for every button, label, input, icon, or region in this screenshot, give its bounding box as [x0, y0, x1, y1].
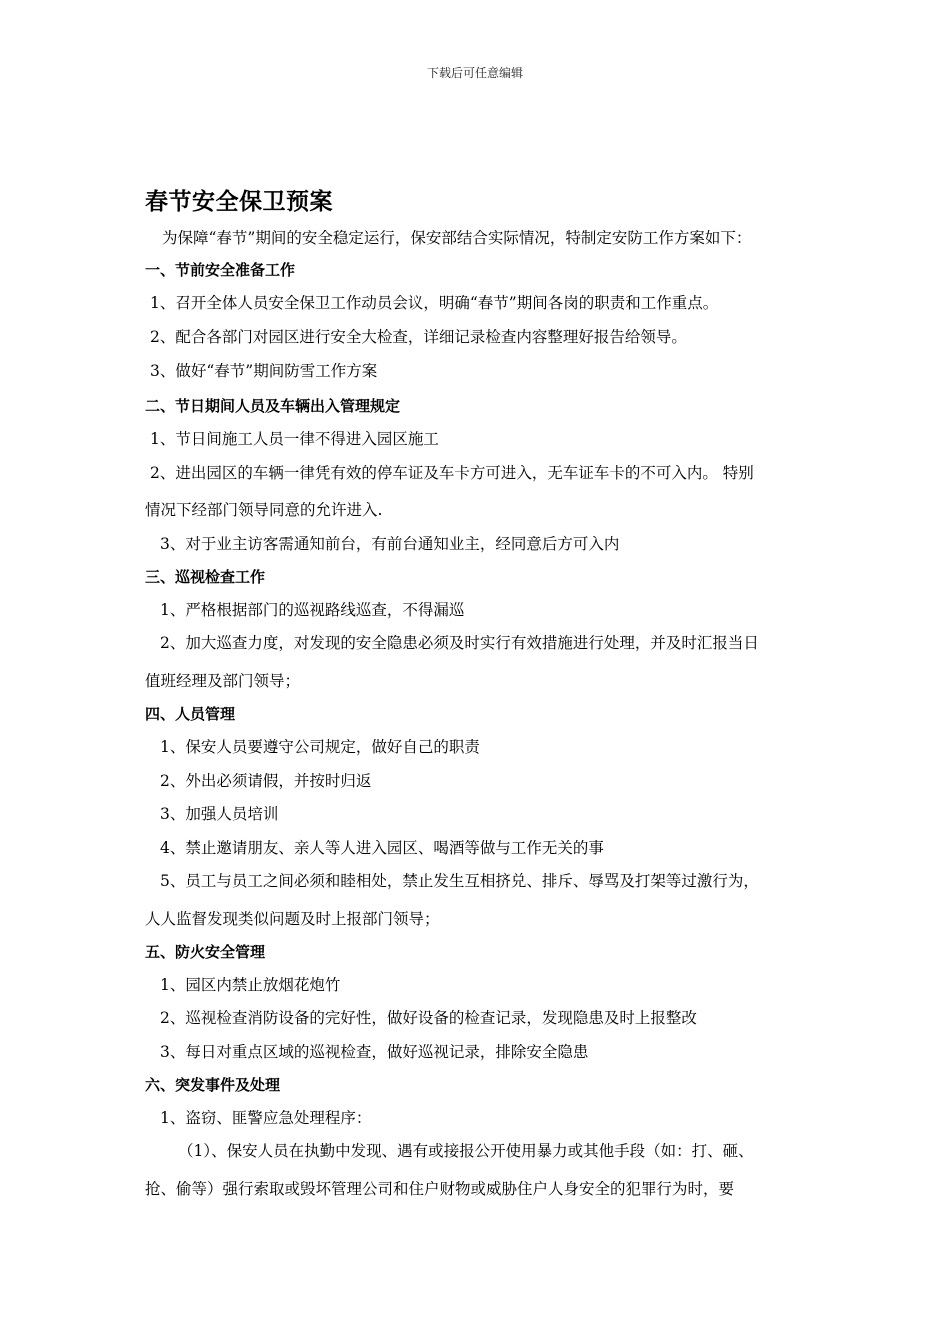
list-item: 2、进出园区的车辆一律凭有效的停车证及车卡方可进入，无车证车卡的不可入内。 特别 — [150, 464, 754, 482]
section-heading: 四、人员管理 — [145, 705, 236, 723]
list-item: 4、禁止邀请朋友、亲人等人进入园区、喝酒等做与工作无关的事 — [160, 839, 604, 857]
sub-item-continued: 抢、偷等）强行索取或毁坏管理公司和住户财物或威胁住户人身安全的犯罪行为时，要 — [145, 1180, 735, 1198]
list-item: 3、加强人员培训 — [160, 805, 279, 823]
list-item: 2、外出必须请假，并按时归返 — [160, 772, 372, 790]
list-item: 1、召开全体人员安全保卫工作动员会议，明确“春节”期间各岗的职责和工作重点。 — [150, 294, 719, 312]
section-heading: 三、巡视检查工作 — [145, 568, 266, 586]
section-heading: 五、防火安全管理 — [145, 943, 266, 961]
list-item-continued: 人人监督发现类似问题及时上报部门领导； — [145, 910, 440, 928]
list-item: 3、做好“春节”期间防雪工作方案 — [150, 362, 378, 380]
list-item: 1、节日间施工人员一律不得进入园区施工 — [150, 430, 439, 448]
list-item: 1、保安人员要遵守公司规定，做好自己的职责 — [160, 738, 480, 756]
section-heading: 六、突发事件及处理 — [145, 1076, 281, 1094]
section-heading: 二、节日期间人员及车辆出入管理规定 — [145, 397, 401, 415]
list-item: 2、加大巡查力度，对发现的安全隐患必须及时实行有效措施进行处理，并及时汇报当日 — [160, 634, 759, 652]
list-item: 2、配合各部门对园区进行安全大检查，详细记录检查内容整理好报告给领导。 — [150, 328, 687, 346]
document-title: 春节安全保卫预案 — [145, 189, 333, 215]
sub-item: （1）、保安人员在执勤中发现、遇有或接报公开使用暴力或其他手段（如：打、砸、 — [178, 1142, 754, 1160]
list-item: 5、员工与员工之间必须和睦相处，禁止发生互相挤兑、排斥、辱骂及打架等过激行为， — [160, 872, 759, 890]
list-item: 3、每日对重点区域的巡视检查，做好巡视记录，排除安全隐患 — [160, 1043, 589, 1061]
page-header-note: 下载后可任意编辑 — [426, 66, 523, 80]
list-item: 3、对于业主访客需通知前台，有前台通知业主，经同意后方可入内 — [160, 535, 620, 553]
list-item: 1、严格根据部门的巡视路线巡查，不得漏巡 — [160, 601, 465, 619]
list-item: 1、园区内禁止放烟花炮竹 — [160, 976, 341, 994]
list-item: 1、盗窃、匪警应急处理程序： — [160, 1109, 372, 1127]
list-item-continued: 情况下经部门领导同意的允许进入. — [145, 501, 383, 519]
intro-paragraph: 为保障“春节”期间的安全稳定运行，保安部结合实际情况，特制定安防工作方案如下： — [162, 229, 752, 247]
list-item-continued: 值班经理及部门领导； — [145, 672, 301, 690]
section-heading: 一、节前安全准备工作 — [145, 261, 296, 279]
list-item: 2、巡视检查消防设备的完好性，做好设备的检查记录，发现隐患及时上报整改 — [160, 1009, 697, 1027]
